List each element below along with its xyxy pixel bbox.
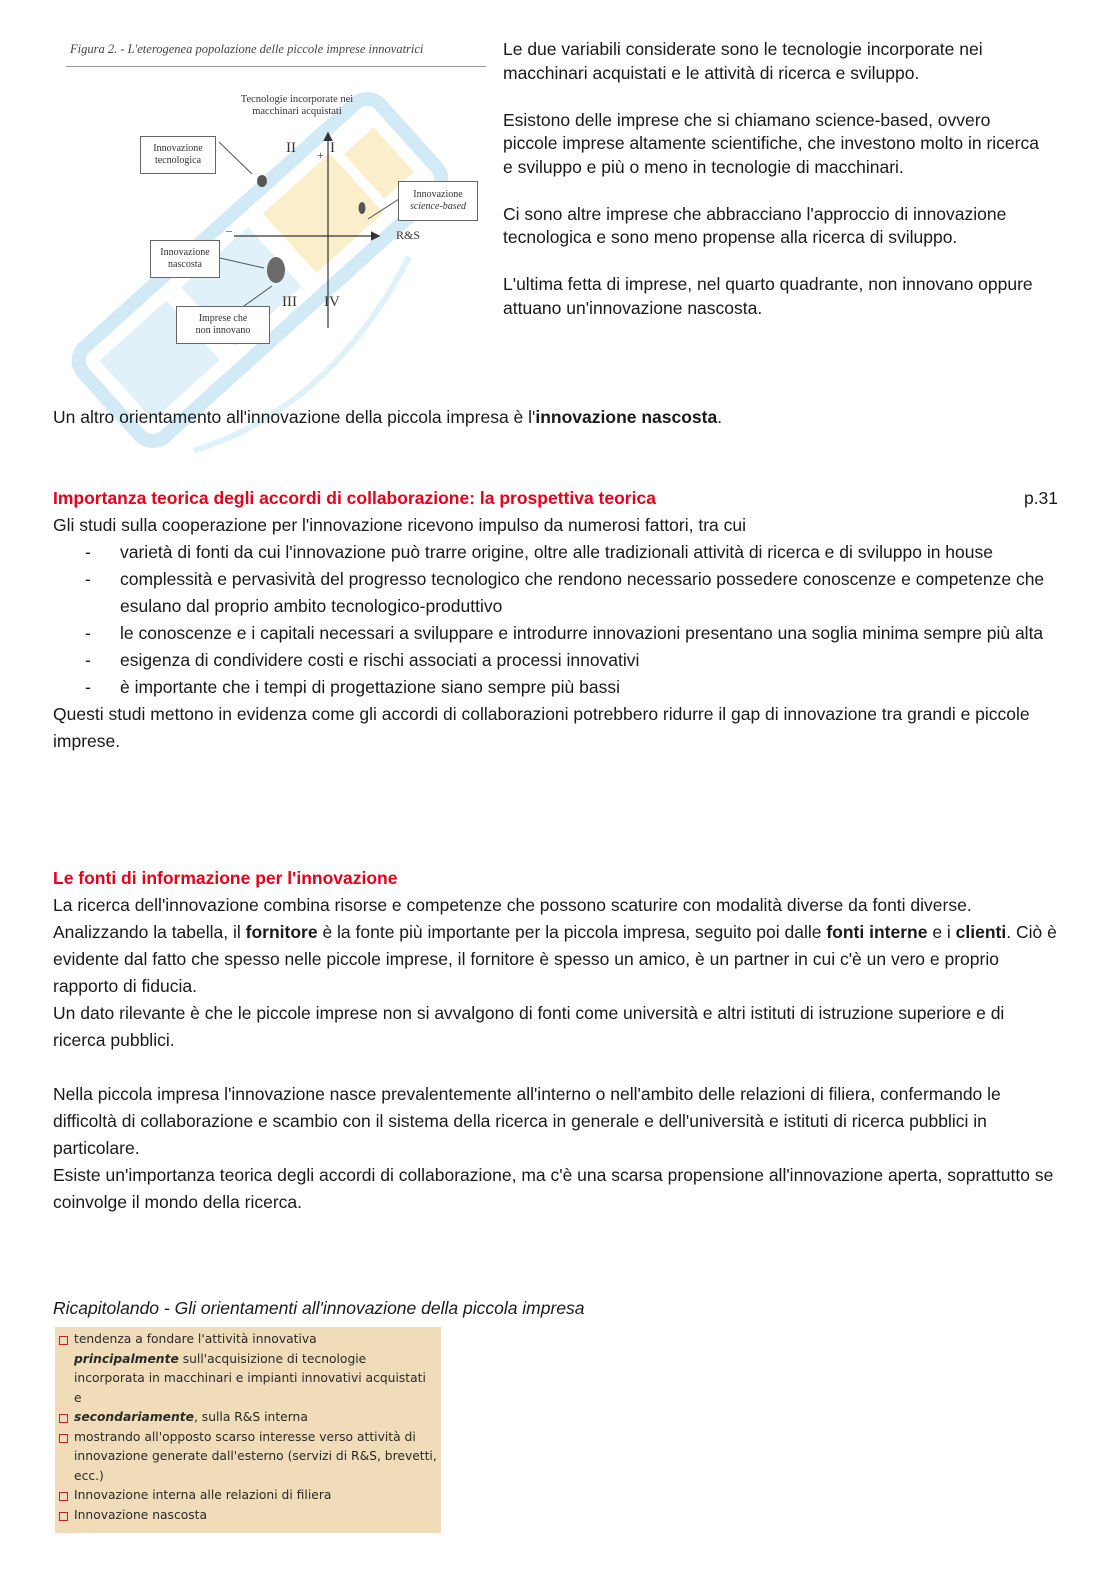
figure-title: Figura 2. - L'eterogenea popolazione delle piccole imprese innovatrici xyxy=(70,42,424,56)
page-reference: p.31 xyxy=(1023,488,1058,508)
side-paragraph: L'ultima fetta di imprese, nel quarto quadrante, non innovano oppure attuano un'innovazione nascosta. xyxy=(503,274,1033,318)
section2-heading: Le fonti di informazione per l'innovazione xyxy=(53,868,398,888)
side-paragraph: Ci sono altre imprese che abbracciano l'approccio di innovazione tecnologica e sono meno propense alla ricerca di sviluppo. xyxy=(503,203,1007,247)
summary-item: Innovazione interna alle relazioni di filiera xyxy=(59,1486,437,1506)
box-innovazione-nascosta: Innovazione nascosta xyxy=(150,240,220,278)
section2-p2: Analizzando la tabella, il fornitore è la fonte più importante per la piccola impresa, seguito poi dalle fonti interne e i clienti. Ciò è evidente dal fatto che spesso nelle piccole imprese, il fornitore è spesso un amico, è un partner in cui c'è un vero e proprio rapporto di fiducia. xyxy=(53,922,1057,996)
summary-item: mostrando all'opposto scarso interesse verso attività di innovazione generate dall'esterno (servizi di R&S, brevetti, ecc.) xyxy=(59,1428,437,1487)
minus-sign: – xyxy=(226,223,232,237)
quadrant-I: I xyxy=(330,140,335,156)
list-item: - complessità e pervasività del progresso tecnologico che rendono necessario possedere conoscenze e competenze che esulano dal proprio ambito tecnologico-produttivo xyxy=(53,566,1058,620)
quadrant-II: II xyxy=(286,140,296,156)
dot-science-based xyxy=(359,202,366,214)
section2-p1: La ricerca dell'innovazione combina risorse e competenze che possono scaturire con modalità diverse da fonti diverse. xyxy=(53,895,972,915)
section2-p4: Nella piccola impresa l'innovazione nasce prevalentemente all'interno o nell'ambito delle relazioni di filiera, confermando le difficoltà di collaborazione e scambio con il sistema della ricerca in generale e dell'università e istituti di ricerca pubblici in particolare. xyxy=(53,1084,1001,1158)
section1-heading: Importanza teorica degli accordi di collaborazione: la prospettiva teorica xyxy=(53,488,656,508)
checkbox-square-icon xyxy=(59,1336,68,1345)
summary-item: tendenza a fondare l'attività innovativa principalmente sull'acquisizione di tecnologie incorporata in macchinari e impianti innovativi acquistati e xyxy=(59,1330,437,1408)
section1-conclusion: Questi studi mettono in evidenza come gli accordi di collaborazioni potrebbero ridurre il gap di innovazione tra grandi e piccole imprese. xyxy=(53,704,1030,751)
box-innovazione-tecnologica: Innovazione tecnologica xyxy=(140,136,216,174)
checkbox-square-icon xyxy=(59,1414,68,1423)
list-item: - varietà di fonti da cui l'innovazione può trarre origine, oltre alle tradizionali attività di ricerca e di sviluppo in house xyxy=(53,539,1058,566)
dot-tecnologica xyxy=(257,175,267,187)
figure-quadrants xyxy=(62,36,492,356)
summary-item: secondariamente, sulla R&S interna xyxy=(59,1408,437,1428)
section-information-sources xyxy=(53,865,1058,1216)
section1-intro: Gli studi sulla cooperazione per l'innovazione ricevono impulso da numerosi fattori, tra cui xyxy=(53,515,747,535)
box-imprese-non-innovano: Imprese che non innovano xyxy=(176,306,270,344)
box-innovazione-science-based: Innovazione science-based xyxy=(398,181,478,221)
section2-p5: Esiste un'importanza teorica degli accordi di collaborazione, ma c'è una scarsa propensione all'innovazione aperta, soprattutto se coinvolge il mondo della ricerca. xyxy=(53,1165,1054,1212)
side-paragraph: Esistono delle imprese che si chiamano science-based, ovvero piccole imprese altamente scientifiche, che investono molto in ricerca e sviluppo e più o meno in tecnologie di macchinari. xyxy=(503,109,1039,177)
summary-item: Innovazione nascosta xyxy=(59,1506,437,1526)
figure-explanation xyxy=(503,38,1048,344)
hidden-innovation-line: Un altro orientamento all'innovazione della piccola impresa è l'innovazione nascosta. xyxy=(53,407,723,427)
list-item: - le conoscenze e i capitali necessari a sviluppare e introdurre innovazioni presentano una soglia minima sempre più alta xyxy=(53,620,1058,647)
factors-list xyxy=(53,539,1058,701)
hidden-innovation-bold: innovazione nascosta xyxy=(535,407,718,427)
summary-box xyxy=(55,1327,441,1533)
checkbox-square-icon xyxy=(59,1512,68,1521)
quadrant-IV: IV xyxy=(324,294,340,310)
side-paragraph: Le due variabili considerate sono le tecnologie incorporate nei macchinari acquistati e le attività di ricerca e sviluppo. xyxy=(503,39,983,83)
quadrant-III: III xyxy=(282,294,297,310)
section2-p3: Un dato rilevante è che le piccole imprese non si avvalgono di fonti come università e altri istituti di istruzione superiore e di ricerca pubblici. xyxy=(53,1003,1005,1050)
checkbox-square-icon xyxy=(59,1434,68,1443)
checkbox-square-icon xyxy=(59,1492,68,1501)
plus-sign: + xyxy=(317,148,324,162)
dot-nascosta xyxy=(267,257,285,283)
list-item: - è importante che i tempi di progettazione siano sempre più bassi xyxy=(53,674,1058,701)
section-collaboration xyxy=(53,485,1058,755)
summary-title: Ricapitolando - Gli orientamenti all'innovazione della piccola impresa xyxy=(53,1298,585,1318)
x-axis-label: R&S xyxy=(396,228,421,242)
list-item: - esigenza di condividere costi e rischi associati a processi innovativi xyxy=(53,647,1058,674)
y-axis-label: Tecnologie incorporate nei macchinari acquistati xyxy=(240,94,354,118)
